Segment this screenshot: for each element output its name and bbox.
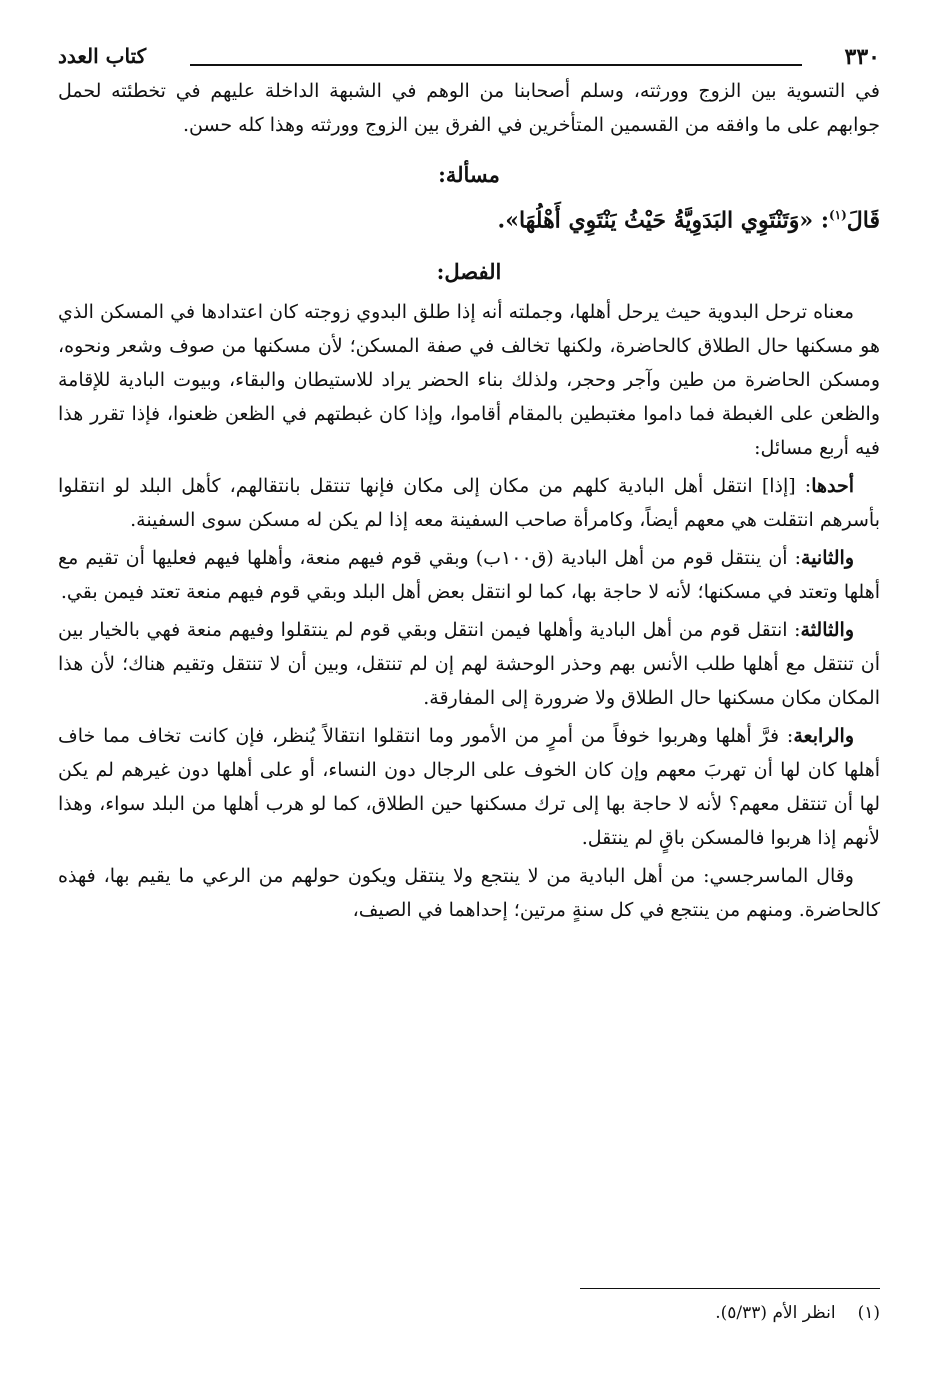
issue-text: : أن ينتقل قوم من أهل البادية (ق١٠٠ب) وبقي قوم فيهم منعة، وأهلها فيهم فعليها أن تقيم مع أهلها وتعتد في مسكنها؛ لأنه لا حاجة بها، كما لو انتقل بعض أهل البلد وبقي قوم فيهم منعة تعتد فيمن بقي.: [58, 547, 880, 604]
issue-text: : فرَّ أهلها وهربوا خوفاً من أمرٍ من الأمور وما انتقلوا انتقالاً يُنظر، فإن كانت تخاف مما خاف أهلها كان لها أن تهربَ معهم وإن كان الخوف على الرجال دون النساء، أو على أهلها دون غيرهم لم يكن لها أن تنتقل معهم؟ لأنه لا حاجة بها إلى ترك مسكنها حين الطلاق، كما لو هرب أهلها من البلد سواء، وهذا لأنهم إذا هربوا فالمسكن باقٍ لم ينتقل.: [58, 725, 880, 850]
issue-paragraph-4: [58, 719, 880, 855]
masala-heading: مسألة:: [438, 162, 500, 187]
said-label: قَالَ: [846, 207, 880, 234]
masala-quote: : «وَتَنْتَوِي البَدَوِيَّةُ حَيْثُ يَنْتَوِي أَهْلُهَا».: [497, 207, 829, 234]
issue-lead: أحدها: [811, 475, 854, 498]
footnote-marker: (١): [828, 208, 847, 222]
masala-quote-line: [58, 198, 880, 237]
header-rule: [190, 64, 802, 66]
footnote-text: انظر الأم (٥/٣٣).: [715, 1303, 836, 1323]
issue-text: : [إذا] انتقل أهل البادية كلهم من مكان إلى مكان فإنها تنتقل بانتقالهم، كأهل البلد لو انتقلوا بأسرهم انتقلت هي معهم أيضاً، وكامرأة صاحب السفينة معه إذا لم يكن له مسكن سوى السفينة.: [58, 475, 880, 532]
fasl-paragraph: معناه ترحل البدوية حيث يرحل أهلها، وجملته أنه إذا طلق البدوي زوجته كان اعتدادها في المسكن الذي هو مسكنها حال الطلاق كالحاضرة، ولكنها تخالف في صفة المسكن؛ لأن مسكنها من صوف وشعر ونحوه، ومسكن الحاضرة من طين وآجر وحجر، ولذلك بناء الحضر يراد للاستيطان والبقاء، وبيوت البادية للإقامة والظعن على الغبطة فما داموا مغتبطين بالمقام أقاموا، وإذا كان غبطتهم في الظعن ظعنوا، فإذا تقرر هذا فيه أربع مسائل:: [58, 301, 880, 460]
issue-paragraph-1: [58, 469, 880, 537]
issue-lead: والثالثة: [800, 619, 854, 642]
book-page: [58, 38, 880, 1358]
issue-paragraph-2: [58, 541, 880, 609]
page-header: [58, 38, 880, 74]
issue-lead: والرابعة: [793, 725, 854, 748]
footnote-rule: [580, 1288, 880, 1289]
footnote-number: (١): [857, 1303, 880, 1323]
issue-text: : انتقل قوم من أهل البادية وأهلها فيمن انتقل وبقي قوم لم ينتقلوا وفيهم منعة فهي بالخيار بين أن تنتقل مع أهلها طلب الأنس بهم وحذر الوحشة لهم إن لم تنتقل، وبين أن لا تنتقل وتقيم هناك؛ لأن هذا المكان مكان مسكنها حال الطلاق ولا ضرورة إلى المفارقة.: [58, 619, 880, 710]
page-number: ٣٣٠: [844, 44, 880, 70]
running-title: كتاب العدد: [58, 44, 147, 68]
fasl-heading: الفصل:: [436, 259, 502, 285]
closing-paragraph: وقال الماسرجسي: من أهل البادية من لا ينتجع ولا ينتقل ويكون حولهم من الرعي ما يقيم بها، فهذه كالحاضرة. ومنهم من ينتجع في كل سنةٍ مرتين؛ إحداهما في الصيف،: [58, 865, 880, 922]
footnote: [715, 1300, 880, 1326]
issue-lead: والثانية: [801, 547, 854, 570]
issue-paragraph-3: [58, 613, 880, 715]
intro-paragraph: في التسوية بين الزوج وورثته، وسلم أصحابنا من الوهم في الشبهة الداخلة عليهم في تخطئته لحمل جوابهم على ما وافقه من القسمين المتأخرين في الفرق بين الزوج وورثته وهذا كله حسن.: [58, 80, 880, 136]
